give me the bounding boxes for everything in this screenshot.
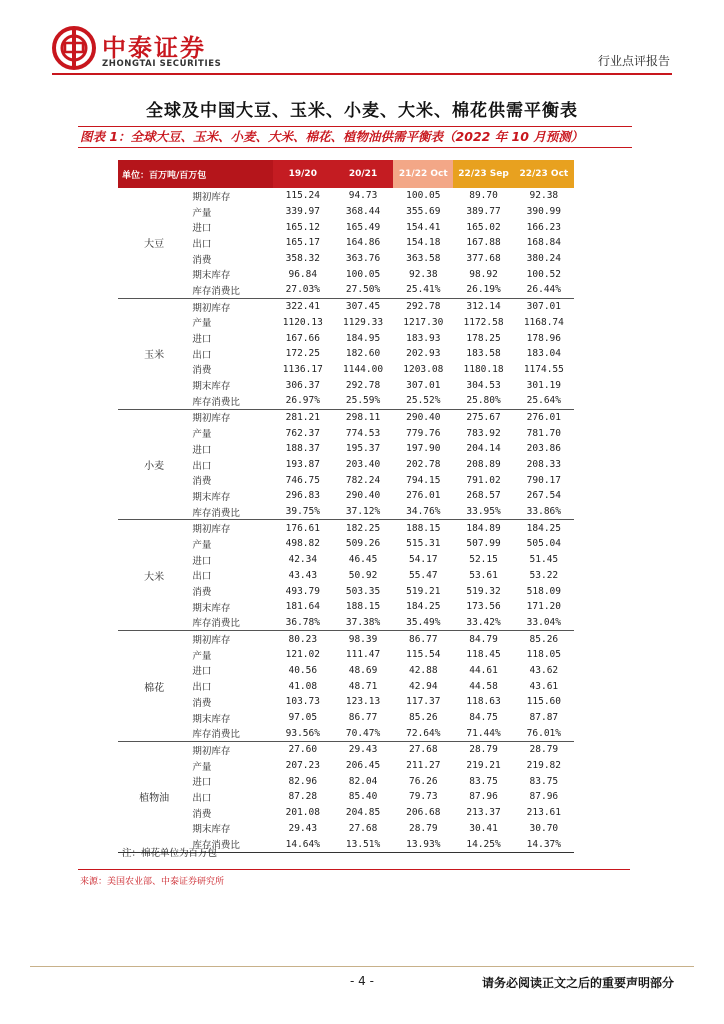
value-cell: 178.96 [526, 332, 561, 344]
value-cell: 87.96 [469, 791, 498, 803]
value-cell: 204.85 [345, 807, 381, 819]
item-label: 出口 [192, 460, 212, 472]
item-label: 期末库存 [192, 713, 231, 725]
value-cell: 304.53 [466, 379, 501, 391]
value-cell: 781.70 [526, 427, 561, 439]
value-cell: 96.84 [288, 268, 318, 280]
value-cell: 86.77 [348, 712, 378, 724]
value-cell: 26.97% [273, 393, 333, 409]
value-cell: 44.61 [469, 664, 498, 676]
value-cell: 307.01 [406, 379, 441, 391]
value-cell: 790.17 [526, 474, 561, 486]
item-label: 期末库存 [192, 491, 231, 503]
value-cell: 518.09 [526, 585, 561, 597]
value-cell: 103.73 [285, 696, 320, 708]
value-cell: 183.04 [526, 348, 561, 360]
value-cell: 493.79 [285, 585, 320, 597]
value-cell: 87.87 [529, 712, 559, 724]
value-cell: 70.47% [333, 725, 393, 741]
value-cell: 171.20 [526, 601, 561, 613]
value-cell: 36.78% [273, 615, 333, 631]
crop-label: 植物油 [118, 742, 190, 853]
item-label: 消费 [192, 808, 212, 820]
value-cell: 44.58 [469, 680, 498, 692]
crop-label: 大豆 [118, 188, 190, 298]
value-cell: 178.25 [466, 332, 501, 344]
item-label: 期末库存 [192, 381, 231, 393]
table-body [118, 188, 574, 852]
value-cell: 71.44% [453, 725, 513, 741]
value-cell: 183.58 [466, 348, 501, 360]
table-row [118, 188, 574, 204]
value-cell: 87.28 [288, 791, 318, 803]
value-cell: 118.05 [526, 649, 561, 661]
value-cell: 13.51% [333, 836, 393, 852]
value-cell: 33.04% [514, 615, 574, 631]
value-cell: 202.78 [406, 459, 441, 471]
value-cell: 76.01% [514, 725, 574, 741]
value-cell: 46.45 [348, 554, 378, 566]
value-cell: 301.19 [526, 379, 561, 391]
value-cell: 208.33 [526, 459, 561, 471]
value-cell: 290.40 [406, 411, 441, 423]
value-cell: 794.15 [406, 474, 441, 486]
table-header-row [118, 160, 574, 188]
value-cell: 33.95% [453, 504, 513, 520]
value-cell: 165.02 [466, 221, 501, 233]
value-cell: 1144.00 [343, 363, 384, 375]
value-cell: 30.70 [529, 822, 559, 834]
value-cell: 72.64% [393, 725, 453, 741]
value-cell: 43.43 [288, 569, 318, 581]
value-cell: 307.45 [345, 301, 381, 313]
value-cell: 182.25 [345, 522, 381, 534]
table-row [118, 742, 574, 758]
item-label: 产量 [192, 761, 212, 773]
value-cell: 97.05 [288, 712, 318, 724]
value-cell: 50.92 [348, 569, 378, 581]
crop-label: 棉花 [118, 631, 190, 742]
item-label: 期初库存 [192, 191, 231, 203]
value-cell: 51.45 [529, 554, 559, 566]
value-cell: 281.21 [285, 411, 320, 423]
value-cell: 40.56 [288, 664, 318, 676]
value-cell: 94.73 [348, 190, 378, 202]
value-cell: 498.82 [285, 538, 320, 550]
value-cell: 195.37 [345, 443, 381, 455]
page-number: - 4 - [350, 974, 374, 988]
value-cell: 1217.30 [403, 316, 444, 328]
value-cell: 389.77 [466, 206, 501, 218]
value-cell: 115.54 [406, 649, 441, 661]
value-cell: 55.47 [408, 569, 438, 581]
value-cell: 85.40 [348, 791, 378, 803]
figure-caption: 图表 1：全球大豆、玉米、小麦、大米、棉花、植物油供需平衡表（2022 年 10 月预测） [78, 126, 632, 148]
value-cell: 26.44% [514, 282, 574, 298]
item-label: 库存消费比 [190, 504, 272, 520]
value-cell: 783.92 [466, 427, 501, 439]
item-label: 产量 [192, 650, 212, 662]
value-cell: 505.04 [526, 538, 561, 550]
crop-label: 玉米 [118, 298, 190, 409]
value-cell: 203.40 [345, 459, 381, 471]
table-note: 注：棉花单位为百万包 [122, 848, 218, 859]
value-cell: 82.96 [288, 775, 318, 787]
value-cell: 43.61 [529, 680, 559, 692]
value-cell: 14.64% [273, 836, 333, 852]
value-cell: 83.75 [529, 775, 559, 787]
item-label: 库存消费比 [190, 725, 272, 741]
value-cell: 13.93% [393, 836, 453, 852]
value-cell: 100.52 [526, 268, 561, 280]
value-cell: 42.34 [288, 554, 318, 566]
value-cell: 363.58 [406, 253, 441, 265]
supply-demand-table [118, 160, 574, 853]
value-cell: 43.62 [529, 664, 559, 676]
table-row [118, 631, 574, 647]
value-cell: 115.24 [285, 190, 320, 202]
value-cell: 42.94 [408, 680, 438, 692]
item-label: 期初库存 [192, 302, 231, 314]
value-cell: 35.49% [393, 615, 453, 631]
value-cell: 172.25 [285, 348, 320, 360]
value-cell: 1203.08 [403, 363, 444, 375]
value-cell: 87.96 [529, 791, 559, 803]
source-divider [78, 869, 630, 870]
col-header: 19/20 [273, 160, 333, 188]
value-cell: 25.59% [333, 393, 393, 409]
value-cell: 184.89 [466, 522, 501, 534]
value-cell: 85.26 [408, 712, 438, 724]
value-cell: 83.75 [469, 775, 498, 787]
item-label: 产量 [192, 539, 212, 551]
value-cell: 80.23 [288, 633, 318, 645]
value-cell: 206.45 [345, 760, 381, 772]
value-cell: 98.92 [469, 268, 498, 280]
item-label: 库存消费比 [190, 836, 272, 852]
item-label: 消费 [192, 365, 212, 377]
value-cell: 34.76% [393, 504, 453, 520]
col-header: 22/23 Oct [514, 160, 574, 188]
value-cell: 1174.55 [523, 363, 564, 375]
item-label: 出口 [192, 792, 212, 804]
value-cell: 115.60 [526, 696, 561, 708]
item-label: 消费 [192, 587, 212, 599]
value-cell: 197.90 [406, 443, 441, 455]
value-cell: 84.75 [469, 712, 498, 724]
value-cell: 25.41% [393, 282, 453, 298]
value-cell: 1120.13 [282, 316, 323, 328]
value-cell: 28.79 [529, 744, 559, 756]
item-label: 消费 [192, 476, 212, 488]
item-label: 进口 [192, 444, 212, 456]
value-cell: 1180.18 [463, 363, 504, 375]
brand-name-cn: 中泰证券 [102, 34, 206, 62]
value-cell: 154.18 [406, 237, 441, 249]
value-cell: 111.47 [345, 649, 381, 661]
value-cell: 307.01 [526, 301, 561, 313]
col-header: 21/22 Oct [393, 160, 453, 188]
value-cell: 268.57 [466, 490, 501, 502]
value-cell: 41.08 [288, 680, 318, 692]
value-cell: 92.38 [529, 190, 559, 202]
page-title: 全球及中国大豆、玉米、小麦、大米、棉花供需平衡表 [146, 101, 578, 121]
value-cell: 1136.17 [282, 363, 323, 375]
value-cell: 202.93 [406, 348, 441, 360]
value-cell: 117.37 [406, 696, 441, 708]
crop-label: 小麦 [118, 409, 190, 520]
item-label: 产量 [192, 318, 212, 330]
value-cell: 184.95 [345, 332, 381, 344]
value-cell: 121.02 [285, 649, 320, 661]
value-cell: 219.82 [526, 760, 561, 772]
value-cell: 39.75% [273, 504, 333, 520]
item-label: 消费 [192, 254, 212, 266]
value-cell: 27.68 [408, 744, 438, 756]
value-cell: 762.37 [285, 427, 320, 439]
value-cell: 86.77 [408, 633, 438, 645]
value-cell: 275.67 [466, 411, 501, 423]
col-header: 20/21 [333, 160, 393, 188]
value-cell: 358.32 [285, 253, 320, 265]
item-label: 进口 [192, 777, 212, 789]
value-cell: 93.56% [273, 725, 333, 741]
value-cell: 207.23 [285, 760, 320, 772]
value-cell: 176.61 [285, 522, 320, 534]
value-cell: 267.54 [526, 490, 561, 502]
value-cell: 14.37% [514, 836, 574, 852]
value-cell: 503.35 [345, 585, 381, 597]
value-cell: 363.76 [345, 253, 381, 265]
value-cell: 29.43 [288, 822, 318, 834]
value-cell: 28.79 [408, 822, 438, 834]
value-cell: 322.41 [285, 301, 320, 313]
value-cell: 118.45 [466, 649, 501, 661]
value-cell: 1172.58 [463, 316, 504, 328]
value-cell: 89.70 [469, 190, 498, 202]
value-cell: 276.01 [526, 411, 561, 423]
value-cell: 53.61 [469, 569, 498, 581]
value-cell: 30.41 [469, 822, 498, 834]
value-cell: 118.63 [466, 696, 501, 708]
value-cell: 182.60 [345, 348, 381, 360]
value-cell: 774.53 [345, 427, 381, 439]
value-cell: 27.50% [333, 282, 393, 298]
value-cell: 292.78 [406, 301, 441, 313]
value-cell: 746.75 [285, 474, 320, 486]
value-cell: 37.38% [333, 615, 393, 631]
item-label: 期初库存 [192, 745, 231, 757]
value-cell: 28.79 [469, 744, 498, 756]
value-cell: 25.52% [393, 393, 453, 409]
crop-label: 大米 [118, 520, 190, 631]
source-text: 来源：美国农业部、中泰证券研究所 [80, 877, 225, 887]
item-label: 期末库存 [192, 602, 231, 614]
value-cell: 54.17 [408, 554, 438, 566]
item-label: 产量 [192, 429, 212, 441]
value-cell: 37.12% [333, 504, 393, 520]
col-header: 22/23 Sep [453, 160, 513, 188]
value-cell: 165.12 [285, 221, 320, 233]
value-cell: 292.78 [345, 379, 381, 391]
table-row [118, 520, 574, 536]
value-cell: 79.73 [408, 791, 438, 803]
value-cell: 42.88 [408, 664, 438, 676]
value-cell: 84.79 [469, 633, 498, 645]
item-label: 期初库存 [192, 635, 231, 647]
value-cell: 519.21 [406, 585, 441, 597]
value-cell: 184.25 [526, 522, 561, 534]
value-cell: 193.87 [285, 459, 320, 471]
value-cell: 166.23 [526, 221, 561, 233]
value-cell: 123.13 [345, 696, 381, 708]
value-cell: 213.61 [526, 807, 561, 819]
value-cell: 206.68 [406, 807, 441, 819]
value-cell: 76.26 [408, 775, 438, 787]
value-cell: 211.27 [406, 760, 441, 772]
value-cell: 25.64% [514, 393, 574, 409]
value-cell: 355.69 [406, 206, 441, 218]
table-row [118, 409, 574, 425]
item-label: 库存消费比 [190, 282, 272, 298]
value-cell: 92.38 [408, 268, 438, 280]
value-cell: 100.05 [406, 190, 441, 202]
item-label: 产量 [192, 207, 212, 219]
value-cell: 164.86 [345, 237, 381, 249]
value-cell: 276.01 [406, 490, 441, 502]
value-cell: 48.71 [348, 680, 378, 692]
brand-name-en: ZHONGTAI SECURITIES [102, 59, 222, 69]
value-cell: 14.25% [453, 836, 513, 852]
value-cell: 779.76 [406, 427, 441, 439]
item-label: 消费 [192, 697, 212, 709]
item-label: 库存消费比 [190, 393, 272, 409]
value-cell: 219.21 [466, 760, 501, 772]
value-cell: 82.04 [348, 775, 378, 787]
value-cell: 165.17 [285, 237, 320, 249]
value-cell: 165.49 [345, 221, 381, 233]
value-cell: 52.15 [469, 554, 498, 566]
value-cell: 509.26 [345, 538, 381, 550]
value-cell: 339.97 [285, 206, 320, 218]
disclaimer-text: 请务必阅读正文之后的重要声明部分 [481, 976, 674, 990]
value-cell: 213.37 [466, 807, 501, 819]
value-cell: 98.39 [348, 633, 378, 645]
value-cell: 184.25 [406, 601, 441, 613]
value-cell: 1168.74 [523, 316, 564, 328]
value-cell: 791.02 [466, 474, 501, 486]
value-cell: 515.31 [406, 538, 441, 550]
value-cell: 380.24 [526, 253, 561, 265]
value-cell: 53.22 [529, 569, 559, 581]
zhongtai-logo-icon [52, 26, 96, 70]
value-cell: 201.08 [285, 807, 320, 819]
unit-header: 单位：百万吨/百万包 [118, 160, 273, 188]
value-cell: 48.69 [348, 664, 378, 676]
value-cell: 188.15 [406, 522, 441, 534]
value-cell: 27.03% [273, 282, 333, 298]
value-cell: 298.11 [345, 411, 381, 423]
item-label: 期初库存 [192, 524, 231, 536]
item-label: 出口 [192, 571, 212, 583]
item-label: 出口 [192, 682, 212, 694]
value-cell: 26.19% [453, 282, 513, 298]
value-cell: 188.37 [285, 443, 320, 455]
table-row [118, 298, 574, 314]
value-cell: 85.26 [529, 633, 559, 645]
value-cell: 33.86% [514, 504, 574, 520]
value-cell: 312.14 [466, 301, 501, 313]
value-cell: 167.88 [466, 237, 501, 249]
item-label: 期末库存 [192, 270, 231, 282]
value-cell: 188.15 [345, 601, 381, 613]
value-cell: 296.83 [285, 490, 320, 502]
report-type: 行业点评报告 [597, 54, 670, 68]
value-cell: 168.84 [526, 237, 561, 249]
header-divider [52, 73, 672, 75]
value-cell: 377.68 [466, 253, 501, 265]
value-cell: 208.89 [466, 459, 501, 471]
item-label: 出口 [192, 238, 212, 250]
value-cell: 29.43 [348, 744, 378, 756]
value-cell: 782.24 [345, 474, 381, 486]
value-cell: 306.37 [285, 379, 320, 391]
page-header [0, 0, 724, 80]
item-label: 进口 [192, 555, 212, 567]
value-cell: 204.14 [466, 443, 501, 455]
item-label: 出口 [192, 349, 212, 361]
value-cell: 27.60 [288, 744, 318, 756]
value-cell: 203.86 [526, 443, 561, 455]
value-cell: 181.64 [285, 601, 320, 613]
item-label: 期初库存 [192, 413, 231, 425]
item-label: 进口 [192, 223, 212, 235]
item-label: 库存消费比 [190, 615, 272, 631]
value-cell: 25.80% [453, 393, 513, 409]
value-cell: 507.99 [466, 538, 501, 550]
value-cell: 290.40 [345, 490, 381, 502]
item-label: 期末库存 [192, 824, 231, 836]
value-cell: 368.44 [345, 206, 381, 218]
value-cell: 27.68 [348, 822, 378, 834]
value-cell: 173.56 [466, 601, 501, 613]
value-cell: 390.99 [526, 206, 561, 218]
item-label: 进口 [192, 334, 212, 346]
footer-divider [30, 966, 694, 967]
value-cell: 154.41 [406, 221, 441, 233]
value-cell: 167.66 [285, 332, 320, 344]
value-cell: 33.42% [453, 615, 513, 631]
value-cell: 519.32 [466, 585, 501, 597]
item-label: 进口 [192, 666, 212, 678]
value-cell: 183.93 [406, 332, 441, 344]
value-cell: 100.05 [345, 268, 381, 280]
value-cell: 1129.33 [343, 316, 384, 328]
